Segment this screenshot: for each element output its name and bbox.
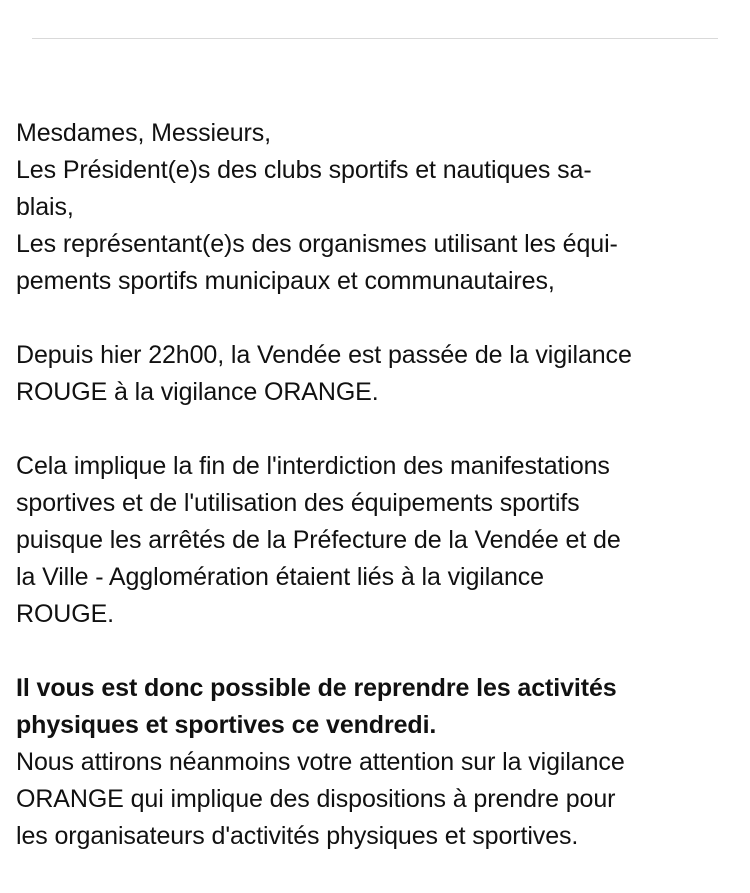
highlight-line: Il vous est donc possible de reprendre les activités [16, 674, 617, 702]
email-body [16, 115, 746, 855]
paragraph-line: les organisateurs d'activités physiques et sportives. [16, 822, 579, 850]
addressee-line: blais, [16, 193, 74, 221]
paragraph-spacer [16, 411, 746, 448]
addressee-line: Les représentant(e)s des organismes utilisant les équi- [16, 230, 618, 258]
paragraph-line: puisque les arrêtés de la Préfecture de la Vendée et de [16, 526, 621, 554]
highlight-line: physiques et sportives ce vendredi. [16, 711, 437, 739]
paragraph-line: Nous attirons néanmoins votre attention sur la vigilance [16, 748, 625, 776]
paragraph-line: Cela implique la fin de l'interdiction des manifestations [16, 452, 610, 480]
addressee-line: Les Président(e)s des clubs sportifs et nautiques sa- [16, 156, 592, 184]
salutation: Mesdames, Messieurs, [16, 119, 272, 147]
paragraph-line: Depuis hier 22h00, la Vendée est passée de la vigilance [16, 341, 632, 369]
paragraph-line: la Ville - Agglomération étaient liés à la vigilance [16, 563, 544, 591]
paragraph-line: sportives et de l'utilisation des équipements sportifs [16, 489, 580, 517]
paragraph-line: ROUGE. [16, 600, 115, 628]
addressee-line: pements sportifs municipaux et communautaires, [16, 267, 555, 295]
paragraph-line: ORANGE qui implique des dispositions à prendre pour [16, 785, 616, 813]
paragraph-spacer [16, 633, 746, 670]
paragraph-line: ROUGE à la vigilance ORANGE. [16, 378, 379, 406]
paragraph-spacer [16, 300, 746, 337]
top-divider [32, 38, 718, 39]
